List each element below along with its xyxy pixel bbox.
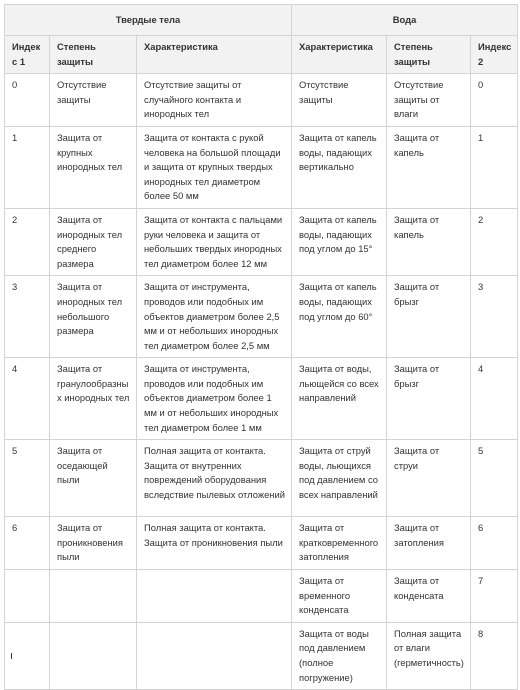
table-row <box>5 208 518 275</box>
water-degree-cell: Защита от капель <box>387 208 471 275</box>
index2-cell: 6 <box>471 517 518 570</box>
solids-degree-cell <box>50 622 137 689</box>
table-row <box>5 358 518 440</box>
water-characteristic-cell: Защита от временного конденсата <box>292 570 387 623</box>
solids-degree-cell: Защита от проникновения пыли <box>50 517 137 570</box>
index1-cell: 6 <box>5 517 50 570</box>
solids-degree-header: Степень защиты <box>50 36 137 74</box>
solids-degree-cell: Защита от крупных инородных тел <box>50 126 137 208</box>
solids-degree-cell: Защита от оседающей пыли <box>50 440 137 517</box>
solids-characteristic-cell: Защита от инструмента, проводов или подобных им объектов диаметром более 1 мм и от небольших инородных тел диаметром более 1 мм <box>137 358 292 440</box>
water-degree-cell: Защита от капель <box>387 126 471 208</box>
water-degree-cell: Защита от струи <box>387 440 471 517</box>
index2-cell: 1 <box>471 126 518 208</box>
table-row <box>5 74 518 127</box>
solids-characteristic-header: Характеристика <box>137 36 292 74</box>
solids-degree-cell: Отсутствие защиты <box>50 74 137 127</box>
table-row <box>5 570 518 623</box>
solids-characteristic-cell: Полная защита от контакта. Защита от внутренних повреждений оборудования вследствие пылевых отложений <box>137 440 292 517</box>
water-group-header: Вода <box>292 5 518 36</box>
solids-characteristic-cell: Защита от инструмента, проводов или подобных им объектов диаметром более 2,5 мм и от небольших инородных тел диаметром более 2,5 мм <box>137 276 292 358</box>
water-degree-cell: Защита от конденсата <box>387 570 471 623</box>
water-characteristic-cell: Защита от воды под давлением (полное погружение) <box>292 622 387 689</box>
water-characteristic-header: Характеристика <box>292 36 387 74</box>
index1-header: Индекс 1 <box>5 36 50 74</box>
solids-degree-cell <box>50 570 137 623</box>
index1-cell: 5 <box>5 440 50 517</box>
index1-cell: 2 <box>5 208 50 275</box>
index2-cell: 4 <box>471 358 518 440</box>
table-row <box>5 517 518 570</box>
water-degree-cell: Защита от брызг <box>387 358 471 440</box>
ip-protection-table <box>4 4 518 690</box>
index2-cell: 5 <box>471 440 518 517</box>
water-characteristic-cell: Защита от капель воды, падающих вертикально <box>292 126 387 208</box>
index2-cell: 7 <box>471 570 518 623</box>
index1-cell: 3 <box>5 276 50 358</box>
water-characteristic-cell: Защита от воды, льющейся со всех направлений <box>292 358 387 440</box>
column-header-row <box>5 36 518 74</box>
solids-degree-cell: Защита от гранулообразных инородных тел <box>50 358 137 440</box>
index1-cell <box>5 570 50 623</box>
index2-header: Индекс 2 <box>471 36 518 74</box>
solids-characteristic-cell: Полная защита от контакта. Защита от проникновения пыли <box>137 517 292 570</box>
index2-cell: 8 <box>471 622 518 689</box>
index2-cell: 2 <box>471 208 518 275</box>
water-degree-cell: Защита от затопления <box>387 517 471 570</box>
text-cursor-mark <box>11 653 12 659</box>
water-degree-cell: Отсутствие защиты от влаги <box>387 74 471 127</box>
solids-degree-cell: Защита от инородных тел небольшого размера <box>50 276 137 358</box>
table-row <box>5 276 518 358</box>
index1-cell: 1 <box>5 126 50 208</box>
solids-characteristic-cell <box>137 622 292 689</box>
solids-characteristic-cell: Защита от контакта с рукой человека на большой площади и защита от крупных твердых инородных тел диаметром более 50 мм <box>137 126 292 208</box>
water-characteristic-cell: Отсутствие защиты <box>292 74 387 127</box>
table-row <box>5 622 518 689</box>
water-degree-cell: Защита от брызг <box>387 276 471 358</box>
solids-degree-cell: Защита от инородных тел среднего размера <box>50 208 137 275</box>
table-row <box>5 126 518 208</box>
group-header-row <box>5 5 518 36</box>
index2-cell: 0 <box>471 74 518 127</box>
solids-characteristic-cell <box>137 570 292 623</box>
water-degree-header: Степень защиты <box>387 36 471 74</box>
water-characteristic-cell: Защита от капель воды, падающих под углом до 60° <box>292 276 387 358</box>
table-row <box>5 440 518 517</box>
water-degree-cell: Полная защита от влаги (герметичность) <box>387 622 471 689</box>
water-characteristic-cell: Защита от капель воды, падающих под углом до 15° <box>292 208 387 275</box>
solids-characteristic-cell: Отсутствие защиты от случайного контакта и инородных тел <box>137 74 292 127</box>
index2-cell: 3 <box>471 276 518 358</box>
index1-cell: 0 <box>5 74 50 127</box>
water-characteristic-cell: Защита от струй воды, льющихся под давлением со всех направлений <box>292 440 387 517</box>
index1-cell: 4 <box>5 358 50 440</box>
solids-characteristic-cell: Защита от контакта с пальцами руки человека и защита от небольших твердых инородных тел диаметром более 12 мм <box>137 208 292 275</box>
water-characteristic-cell: Защита от кратковременного затопления <box>292 517 387 570</box>
solids-group-header: Твердые тела <box>5 5 292 36</box>
